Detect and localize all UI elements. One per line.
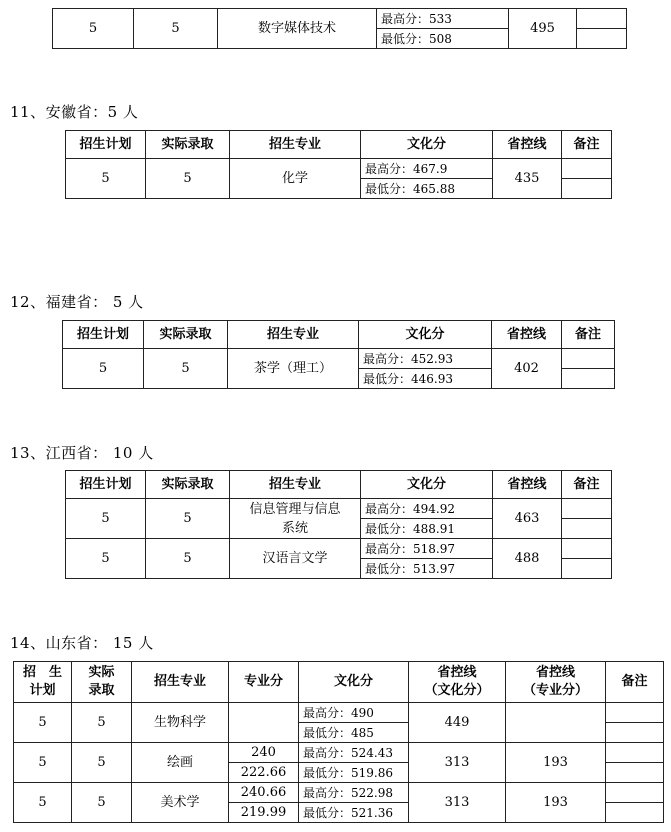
cell-high-score: 最高分：494.92 (361, 499, 493, 519)
cell-plan: 5 (14, 783, 72, 823)
header-plan (14, 662, 72, 703)
header-culture: 文化分 (359, 321, 492, 349)
cell-high-score: 最高分：533 (377, 9, 509, 29)
header-prov-line: 省控线 (492, 321, 562, 349)
header-major: 招生专业 (230, 471, 361, 499)
table-shandong (13, 661, 664, 823)
header-plan: 招生计划 (66, 131, 146, 159)
header-pro-score: 专业分 (229, 662, 299, 703)
header-culture: 文化分 (299, 662, 409, 703)
cell-note (606, 803, 664, 823)
cell-major: 茶学（理工） (228, 349, 359, 389)
header-major: 招生专业 (228, 321, 359, 349)
header-note: 备注 (562, 321, 615, 349)
header-line: （专业分） (522, 683, 588, 698)
table-fujian (62, 320, 615, 389)
cell-major: 化学 (230, 159, 361, 199)
cell-low-score: 最低分：465.88 (361, 179, 493, 199)
cell-plan: 5 (66, 539, 146, 579)
cell-low-score: 最低分：508 (377, 29, 509, 49)
cell-pro-line: 193 (506, 783, 606, 823)
cell-pro-line (506, 703, 606, 743)
cell-admit: 5 (72, 783, 132, 823)
header-line: 省控线 (437, 665, 477, 680)
header-line: （文化分） (424, 683, 490, 698)
cell-major (230, 499, 361, 539)
header-plan: 招生计划 (66, 471, 146, 499)
cell-high-score: 最高分：524.43 (299, 743, 409, 763)
header-prov-line: 省控线 (493, 471, 562, 499)
cell-note (562, 369, 615, 389)
cell-note (562, 519, 612, 539)
cell-note (577, 29, 627, 49)
cell-prov-line: 495 (509, 9, 577, 49)
cell-pro-low: 222.66 (229, 763, 299, 783)
cell-major-line: 信息管理与信息 (249, 501, 341, 517)
cell-note (562, 539, 612, 559)
cell-plan: 5 (53, 9, 134, 49)
cell-note (606, 703, 664, 723)
cell-pro-high: 240.66 (229, 783, 299, 803)
cell-pro-score (229, 703, 299, 743)
cell-note (562, 159, 612, 179)
cell-low-score: 最低分：513.97 (361, 559, 493, 579)
cell-admit: 5 (146, 499, 230, 539)
cell-note (562, 179, 612, 199)
header-prov-line-culture (409, 662, 506, 703)
cell-prov-line: 463 (493, 499, 562, 539)
cell-high-score: 最高分：452.93 (359, 349, 492, 369)
cell-low-score: 最低分：446.93 (359, 369, 492, 389)
header-admit-line: 实际 (88, 665, 115, 680)
cell-plan: 5 (14, 743, 72, 783)
cell-major: 绘画 (132, 743, 229, 783)
cell-low-score: 最低分：521.36 (299, 803, 409, 823)
cell-plan: 5 (63, 349, 144, 389)
cell-prov-line: 435 (493, 159, 562, 199)
header-culture: 文化分 (361, 471, 493, 499)
cell-note (577, 9, 627, 29)
table-anhui (65, 130, 612, 199)
header-plan-line: 计划 (29, 683, 56, 698)
cell-note (562, 499, 612, 519)
header-major: 招生专业 (230, 131, 361, 159)
header-admit (72, 662, 132, 703)
cell-admit: 5 (134, 9, 218, 49)
cell-admit: 5 (72, 703, 132, 743)
cell-low-score: 最低分：488.91 (361, 519, 493, 539)
cell-major: 汉语言文学 (230, 539, 361, 579)
cell-pro-high: 240 (229, 743, 299, 763)
cell-pro-line: 193 (506, 743, 606, 783)
cell-high-score: 最高分：518.97 (361, 539, 493, 559)
cell-plan: 5 (66, 159, 146, 199)
cell-note (606, 763, 664, 783)
cell-admit: 5 (72, 743, 132, 783)
cell-plan: 5 (66, 499, 146, 539)
cell-admit: 5 (144, 349, 228, 389)
cell-prov-line: 313 (409, 743, 506, 783)
header-prov-line: 省控线 (493, 131, 562, 159)
header-major: 招生专业 (132, 662, 229, 703)
header-note: 备注 (606, 662, 664, 703)
section-title-jiangxi: 13、江西省： 10 人 (10, 444, 154, 462)
cell-note (562, 559, 612, 579)
header-note: 备注 (562, 131, 612, 159)
header-admit: 实际录取 (144, 321, 228, 349)
table-continued (52, 8, 627, 49)
header-culture: 文化分 (361, 131, 493, 159)
cell-low-score: 最低分：519.86 (299, 763, 409, 783)
cell-pro-low: 219.99 (229, 803, 299, 823)
cell-plan: 5 (14, 703, 72, 743)
cell-high-score: 最高分：490 (299, 703, 409, 723)
header-admit: 实际录取 (146, 131, 230, 159)
header-prov-line-pro (506, 662, 606, 703)
header-line: 省控线 (535, 665, 575, 680)
section-title-anhui: 11、安徽省：5 人 (10, 103, 139, 121)
header-admit: 实际录取 (146, 471, 230, 499)
table-jiangxi (65, 470, 612, 579)
cell-major: 数字媒体技术 (218, 9, 377, 49)
cell-prov-line: 402 (492, 349, 562, 389)
cell-major-line: 系统 (281, 520, 308, 536)
cell-major: 美术学 (132, 783, 229, 823)
cell-note (606, 783, 664, 803)
header-plan-line: 招 生 (22, 665, 62, 680)
cell-prov-line: 313 (409, 783, 506, 823)
header-plan: 招生计划 (63, 321, 144, 349)
cell-prov-line: 449 (409, 703, 506, 743)
cell-admit: 5 (146, 159, 230, 199)
header-admit-line: 录取 (88, 683, 115, 698)
section-title-shandong: 14、山东省： 15 人 (10, 634, 154, 652)
header-note: 备注 (562, 471, 612, 499)
cell-high-score: 最高分：522.98 (299, 783, 409, 803)
section-title-fujian: 12、福建省： 5 人 (10, 293, 144, 311)
cell-major: 生物科学 (132, 703, 229, 743)
cell-prov-line: 488 (493, 539, 562, 579)
cell-note (606, 743, 664, 763)
cell-high-score: 最高分：467.9 (361, 159, 493, 179)
cell-note (562, 349, 615, 369)
cell-low-score: 最低分：485 (299, 723, 409, 743)
cell-admit: 5 (146, 539, 230, 579)
cell-note (606, 723, 664, 743)
